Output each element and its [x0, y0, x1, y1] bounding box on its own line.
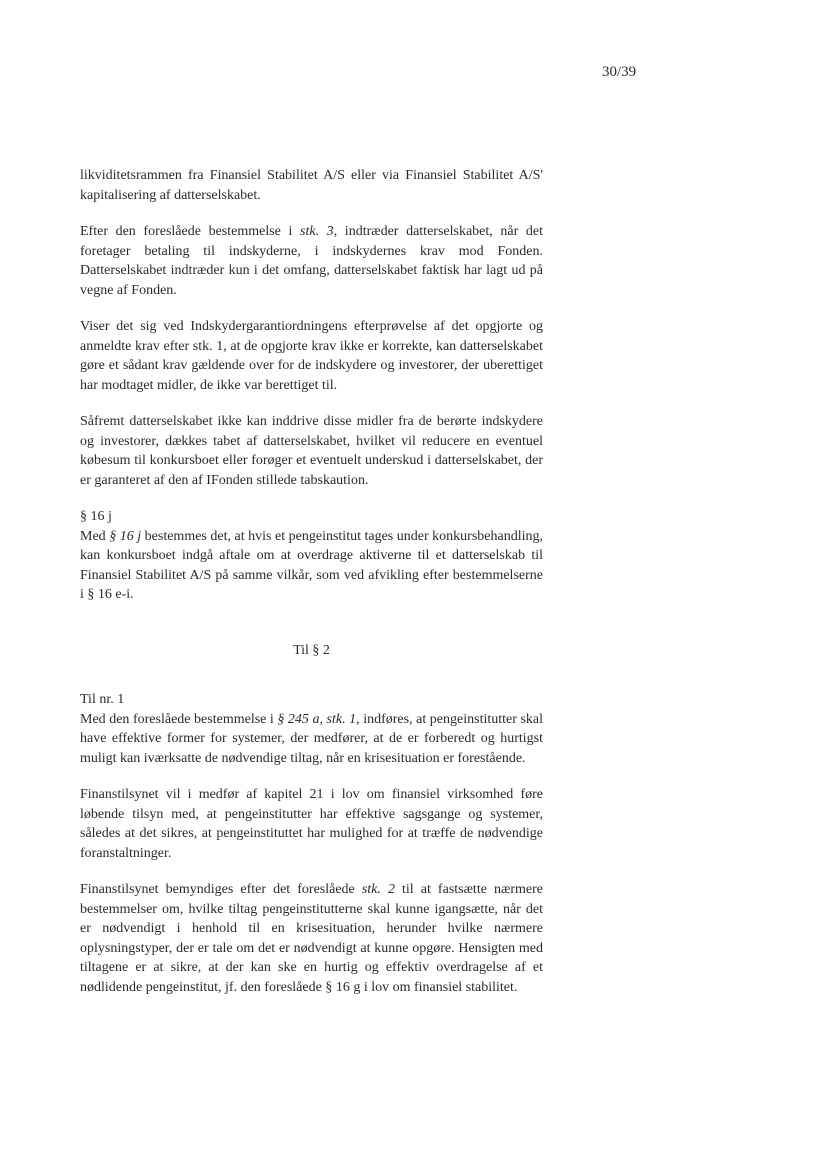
legal-reference: stk. 3 — [300, 224, 334, 239]
text-segment: bestemmes det, at hvis et pengeinstitut tages under konkursbehandling, kan konkursboet indgå aftale om at overdrage aktiverne til et datterselskab til Finansiel Stabilitet A/S på samme vilkår, som ved afvikling efter bestemmelserne i § 16 e-i. — [80, 528, 544, 602]
paragraph-245a — [80, 710, 543, 769]
text-segment: Finanstilsynet bemyndiges efter det foreslåede — [80, 882, 362, 897]
text-segment: , indføres, at pengeinstitutter skal have effektive former for systemer, der medfører, at de er forberedt og hurtigst muligt kan iværksatte de nødvendige tiltag, når en krisesituation er forestående. — [80, 711, 543, 766]
text-segment: Med — [80, 528, 110, 544]
legal-reference: § 16 j — [109, 528, 142, 544]
text-segment: , indtræder datterselskabet, når det foretager betaling til indskyderne, i indskydernes krav mod Fonden. Datterselskabet indtræder kun i det omfang, datterselskabet faktisk har lagt ud på vegne af Fonden. — [80, 224, 543, 298]
text-segment: Efter den foreslåede bestemmelse i — [80, 224, 301, 239]
subheading-til-nr-1: Til nr. 1 — [80, 692, 125, 707]
paragraph-verification: Viser det sig ved Indskydergarantiordningens efterprøvelse af det opgjorte og anmeldte krav efter stk. 1, at de opgjorte krav ikke er korrekte, kan datterselskabet gøre et sådant krav gældende over for de indskydere og investorer, der uberettiget har modtaget midler, de ikke var berettiget til. — [80, 319, 543, 393]
text-segment: Med den foreslåede bestemmelse i — [80, 711, 278, 727]
text-segment: til at fastsætte nærmere bestemmelser om, hvilke tiltag pengeinstitutterne skal kunne igangsætte, når det er nødvendigt i henhold til en krisesituation, herunder hvilke nærmere oplysningstyper, der er tale om det er nødvendigt at kunne opgøre. Hensigten med tiltagene er at sikre, at der kan ske en hurtig og effektiv overdragelse af et nødlidende pengeinstitut, jf. den foreslåede § 16 g i lov om finansiel stabilitet. — [80, 882, 543, 995]
legal-reference: stk. 2 — [361, 882, 395, 897]
page-number: 30/39 — [602, 64, 637, 80]
paragraph-16j — [80, 527, 543, 605]
section-heading-til-2: Til § 2 — [293, 642, 330, 658]
legal-reference: § 245 a, stk. 1 — [277, 711, 357, 727]
section-16j-title: § 16 j — [80, 509, 112, 524]
paragraph-stk3 — [80, 222, 543, 300]
paragraph-supervision: Finanstilsynet vil i medfør af kapitel 21 i lov om finansiel virksomhed føre løbende tilsyn med, at pengeinstitutter har effektive sagsgange og systemer, således at det sikres, at pengeinstituttet har mulighed for at træffe de nødvendige foranstaltninger. — [80, 787, 543, 861]
paragraph-recovery: Såfremt datterselskabet ikke kan inddrive disse midler fra de berørte indskydere og investorer, dækkes tabet af datterselskabet, hvilket vil reducere en eventuel købesum til konkursboet eller forøger et eventuelt underskud i datterselskabet, der er garanteret af den af IFonden stillede tabskaution. — [80, 414, 543, 488]
document-body — [80, 166, 543, 997]
paragraph-authorization — [80, 880, 543, 997]
paragraph-liquidity: likviditetsrammen fra Finansiel Stabilitet A/S eller via Finansiel Stabilitet A/S' kapitalisering af datterselskabet. — [80, 168, 543, 203]
